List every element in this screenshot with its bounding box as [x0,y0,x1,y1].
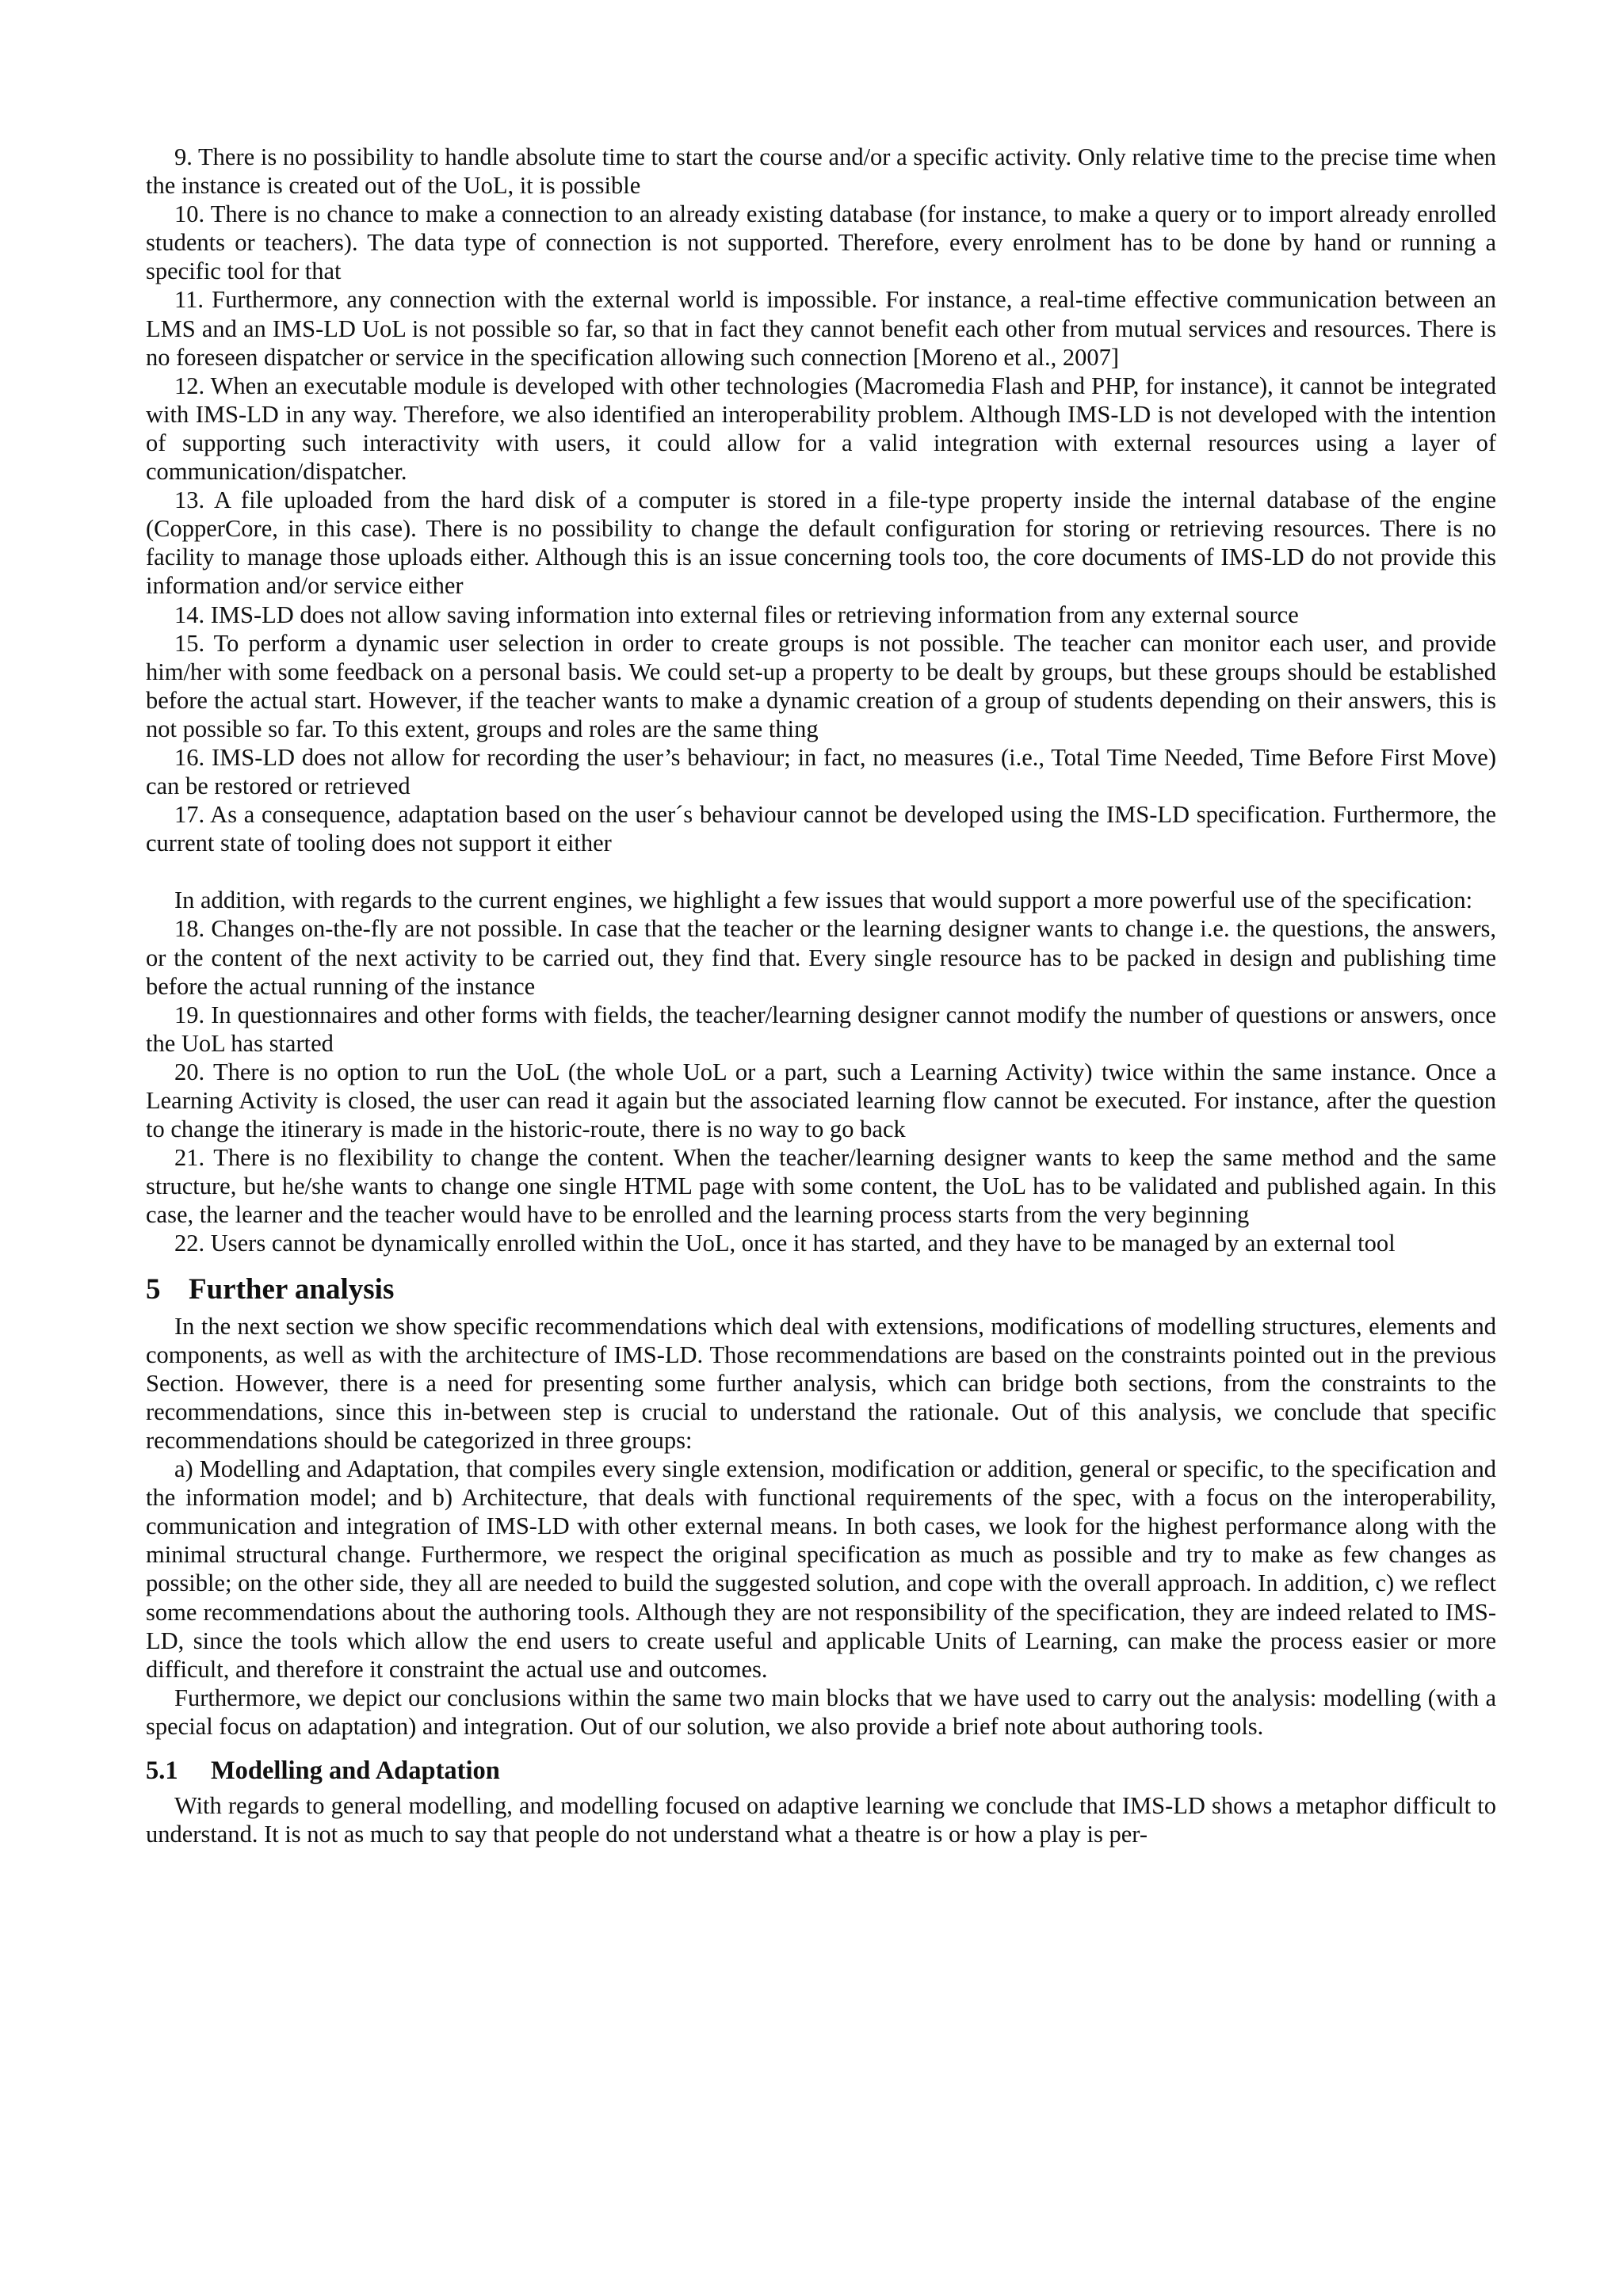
list-item: 21. There is no flexibility to change the content. When the teacher/learning designer wants to keep the same method and the same structure, but he/she wants to change one single HTML page with some content, the UoL has to be validated and published again. In this case, the learner and the teacher would have to be enrolled and the learning process starts from the very beginning [146,1144,1496,1229]
list-item: 17. As a consequence, adaptation based on the user´s behaviour cannot be developed using the IMS-LD specification. Furthermore, the current state of tooling does not support it either [146,801,1496,857]
subsection-heading [146,1755,1496,1787]
list-item: 22. Users cannot be dynamically enrolled within the UoL, once it has started, and they have to be managed by an external tool [174,1230,1396,1257]
list-item: 15. To perform a dynamic user selection in order to create groups is not possible. The teacher can monitor each user, and provide him/her with some feedback on a personal basis. We could set-up a property to be dealt by groups, but these groups should be established before the actual start. However, if the teacher wants to make a dynamic creation of a group of students depending on their answers, this is not possible so far. To this extent, groups and roles are the same thing [146,629,1496,742]
list-item: 10. There is no chance to make a connection to an already existing database (for instance, to make a query or to import already enrolled students or teachers). The data type of connection is not supported. Therefore, every enrolment has to be done by hand or running a specific tool for that [146,200,1496,285]
list-item: 20. There is no option to run the UoL (the whole UoL or a part, such a Learning Activity) twice within the same instance. Once a Learning Activity is closed, the user can read it again but the associated learning flow cannot be executed. For instance, after the question to change the itinerary is made in the historic-route, there is no way to go back [146,1058,1496,1143]
list-item: 18. Changes on-the-fly are not possible. In case that the teacher or the learning designer wants to change i.e. the questions, the answers, or the content of the next activity to be carried out, they find that. Every single resource has to be packed in design and publishing time before the actual running of the instance [146,915,1496,1000]
list-item: 12. When an executable module is developed with other technologies (Macromedia Flash and PHP, for instance), it cannot be integrated with IMS-LD in any way. Therefore, we also identified an interoperability problem. Although IMS-LD is not developed with the intention of supporting such interactivity with users, it could allow for a valid integration with external resources using a layer of communication/dispatcher. [146,372,1496,486]
section-heading [146,1272,1496,1307]
document-page [146,143,1496,1848]
section-number: 5 [146,1272,161,1306]
list-item: 19. In questionnaires and other forms with fields, the teacher/learning designer cannot modify the number of questions or answers, once the UoL has started [146,1001,1496,1057]
section-title: Further analysis [189,1272,395,1306]
paragraph-spacer [146,857,1496,886]
body-paragraph: Furthermore, we depict our conclusions within the same two main blocks that we have used to carry out the analysis: modelling (with a special focus on adaptation) and integration. Out of our solution, we also provide a brief note about authoring tools. [146,1684,1496,1740]
list-item: 9. There is no possibility to handle absolute time to start the course and/or a specific activity. Only relative time to the precise time when the instance is created out of the UoL, it is possible [146,143,1496,200]
subsection-title: Modelling and Adaptation [211,1756,500,1785]
list-item: 11. Furthermore, any connection with the external world is impossible. For instance, a real-time effective communication between an LMS and an IMS-LD UoL is not possible so far, so that in fact they cannot benefit each other from mutual services and resources. There is no foreseen dispatcher or service in the specification allowing such connection [Moreno et al., 2007] [146,286,1496,371]
subsection-number: 5.1 [146,1756,178,1785]
list-item: 14. IMS-LD does not allow saving information into external files or retrieving information from any external source [174,601,1299,628]
body-paragraph: In the next section we show specific recommendations which deal with extensions, modifications of modelling structures, elements and components, as well as with the architecture of IMS-LD. Those recommendations are based on the constraints pointed out in the previous Section. However, there is a need for presenting some further analysis, which can bridge both sections, from the constraints to the recommendations, since this in-between step is crucial to understand the rationale. Out of this analysis, we conclude that specific recommendations should be categorized in three groups: [146,1312,1496,1454]
list-item: 16. IMS-LD does not allow for recording the user’s behaviour; in fact, no measures (i.e., Total Time Needed, Time Before First Move) can be restored or retrieved [146,743,1496,800]
body-paragraph: a) Modelling and Adaptation, that compiles every single extension, modification or addition, general or specific, to the specification and the information model; and b) Architecture, that deals with functional requirements of the spec, with a focus on the interoperability, communication and integration of IMS-LD with other external means. In both cases, we look for the highest performance along with the minimal structural change. Furthermore, we respect the original specification as much as possible and try to make as few changes as possible; on the other side, they all are needed to build the suggested solution, and cope with the overall approach. In addition, c) we reflect some recommendations about the authoring tools. Although they are not responsibility of the specification, they are indeed related to IMS-LD, since the tools which allow the end users to create useful and applicable Units of Learning, can make the process easier or more difficult, and therefore it constraint the actual use and outcomes. [146,1455,1496,1683]
list-item: 13. A file uploaded from the hard disk of a computer is stored in a file-type property inside the internal database of the engine (CopperCore, in this case). There is no possibility to change the default configuration for storing or retrieving resources. There is no facility to manage those uploads either. Although this is an issue concerning tools too, the core documents of IMS-LD do not provide this information and/or service either [146,486,1496,600]
engines-intro-paragraph: In addition, with regards to the current engines, we highlight a few issues that would support a more powerful use of the specification: [174,887,1473,914]
body-paragraph: With regards to general modelling, and modelling focused on adaptive learning we conclude that IMS-LD shows a metaphor difficult to understand. It is not as much to say that people do not understand what a theatre is or how a play is per- [146,1791,1496,1848]
